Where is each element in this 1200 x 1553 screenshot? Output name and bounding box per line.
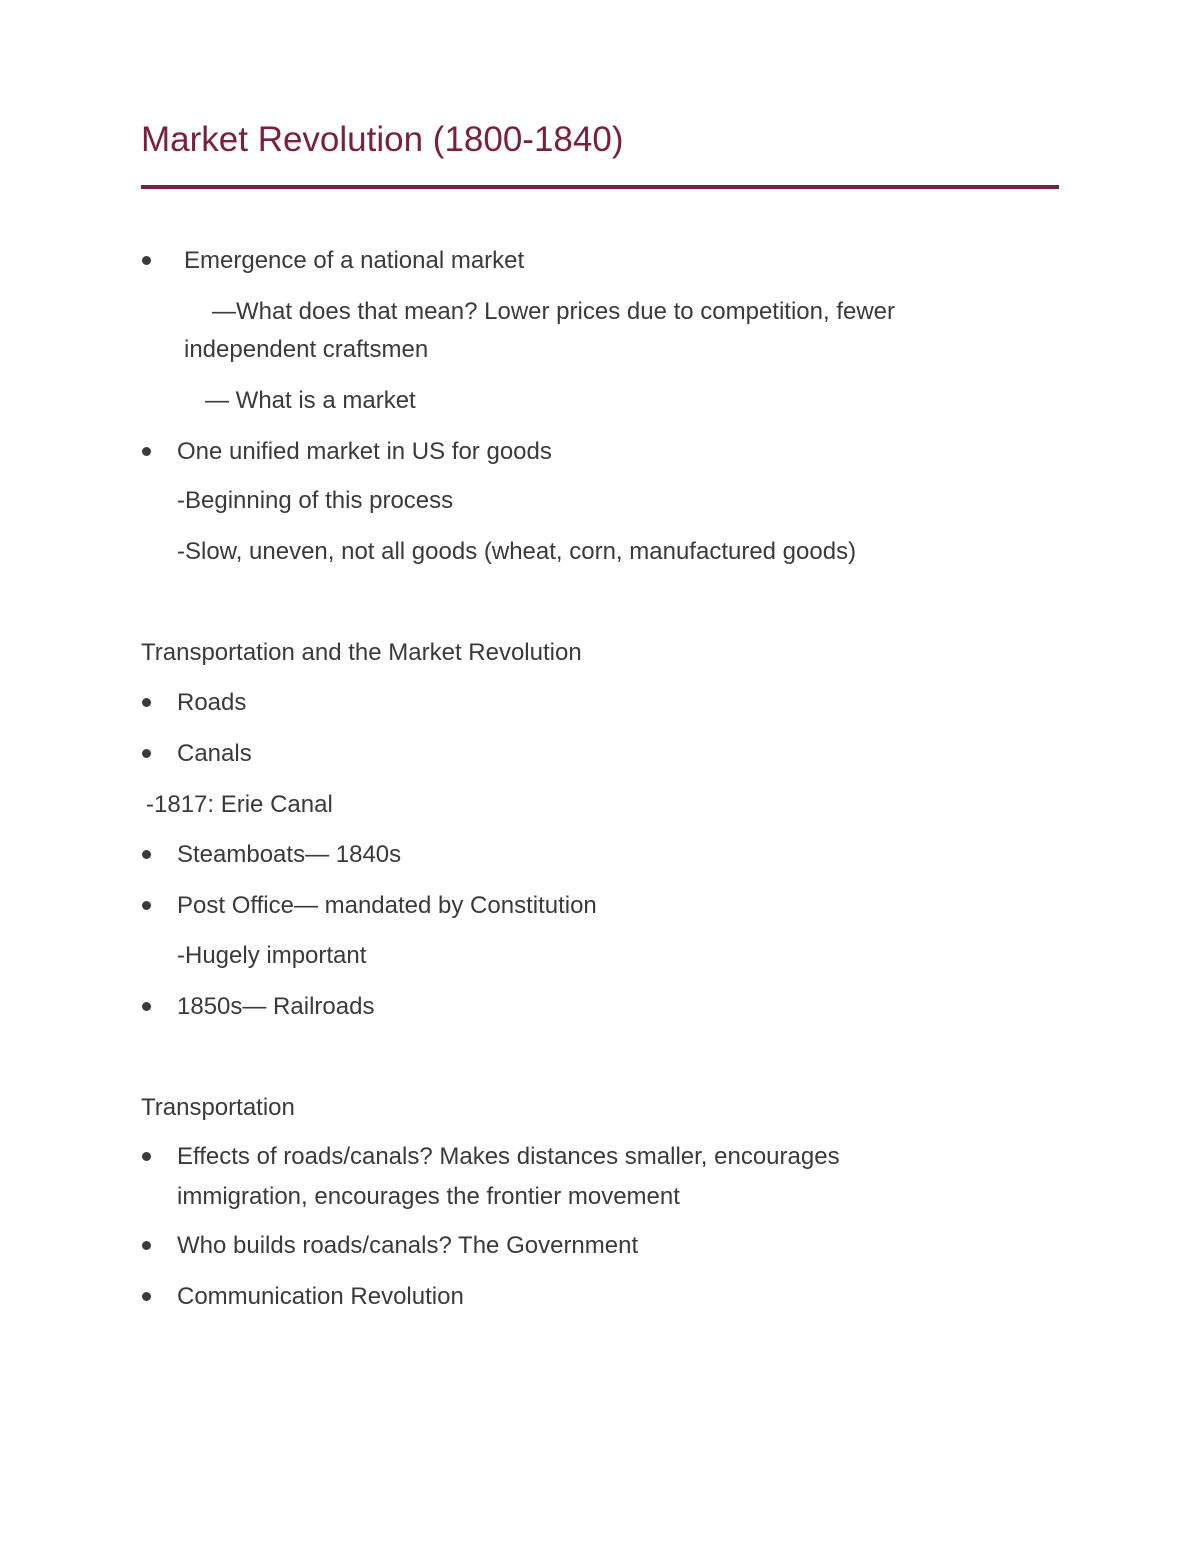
bullet-icon (142, 749, 151, 758)
bullet-icon (142, 1292, 151, 1301)
bullet-icon (142, 698, 151, 707)
list-item: Emergence of a national market (184, 247, 525, 274)
list-item-note: —What does that mean? Lower prices due to competition, fewer (212, 298, 896, 325)
section-heading: Transportation and the Market Revolution (141, 639, 582, 666)
list-item: immigration, encourages the frontier movement (177, 1183, 680, 1210)
list-item: Effects of roads/canals? Makes distances smaller, encourages (177, 1143, 840, 1170)
bullet-icon (142, 447, 151, 456)
bullet-icon (142, 1152, 151, 1161)
list-item: Canals (177, 740, 252, 767)
list-item: Post Office— mandated by Constitution (177, 892, 597, 919)
bullet-icon (142, 1002, 151, 1011)
list-item: Communication Revolution (177, 1283, 464, 1310)
list-item-note: — What is a market (205, 387, 416, 414)
bullet-icon (142, 1241, 151, 1250)
document-title: Market Revolution (1800-1840) (141, 120, 624, 159)
list-item-note: -Slow, uneven, not all goods (wheat, corn, manufactured goods) (177, 538, 857, 565)
list-item-note: -Hugely important (177, 942, 367, 969)
list-item: Who builds roads/canals? The Government (177, 1232, 639, 1259)
list-item: One unified market in US for goods (177, 438, 552, 465)
bullet-icon (142, 256, 151, 265)
list-item: 1850s— Railroads (177, 993, 375, 1020)
section-heading: Transportation (141, 1094, 295, 1121)
list-item: Roads (177, 689, 247, 716)
bullet-icon (142, 850, 151, 859)
bullet-icon (142, 901, 151, 910)
list-item: Steamboats— 1840s (177, 841, 402, 868)
list-item-note: independent craftsmen (184, 336, 429, 363)
list-item-note: -Beginning of this process (177, 487, 454, 514)
list-item-note: -1817: Erie Canal (146, 791, 333, 818)
title-divider (141, 185, 1059, 189)
